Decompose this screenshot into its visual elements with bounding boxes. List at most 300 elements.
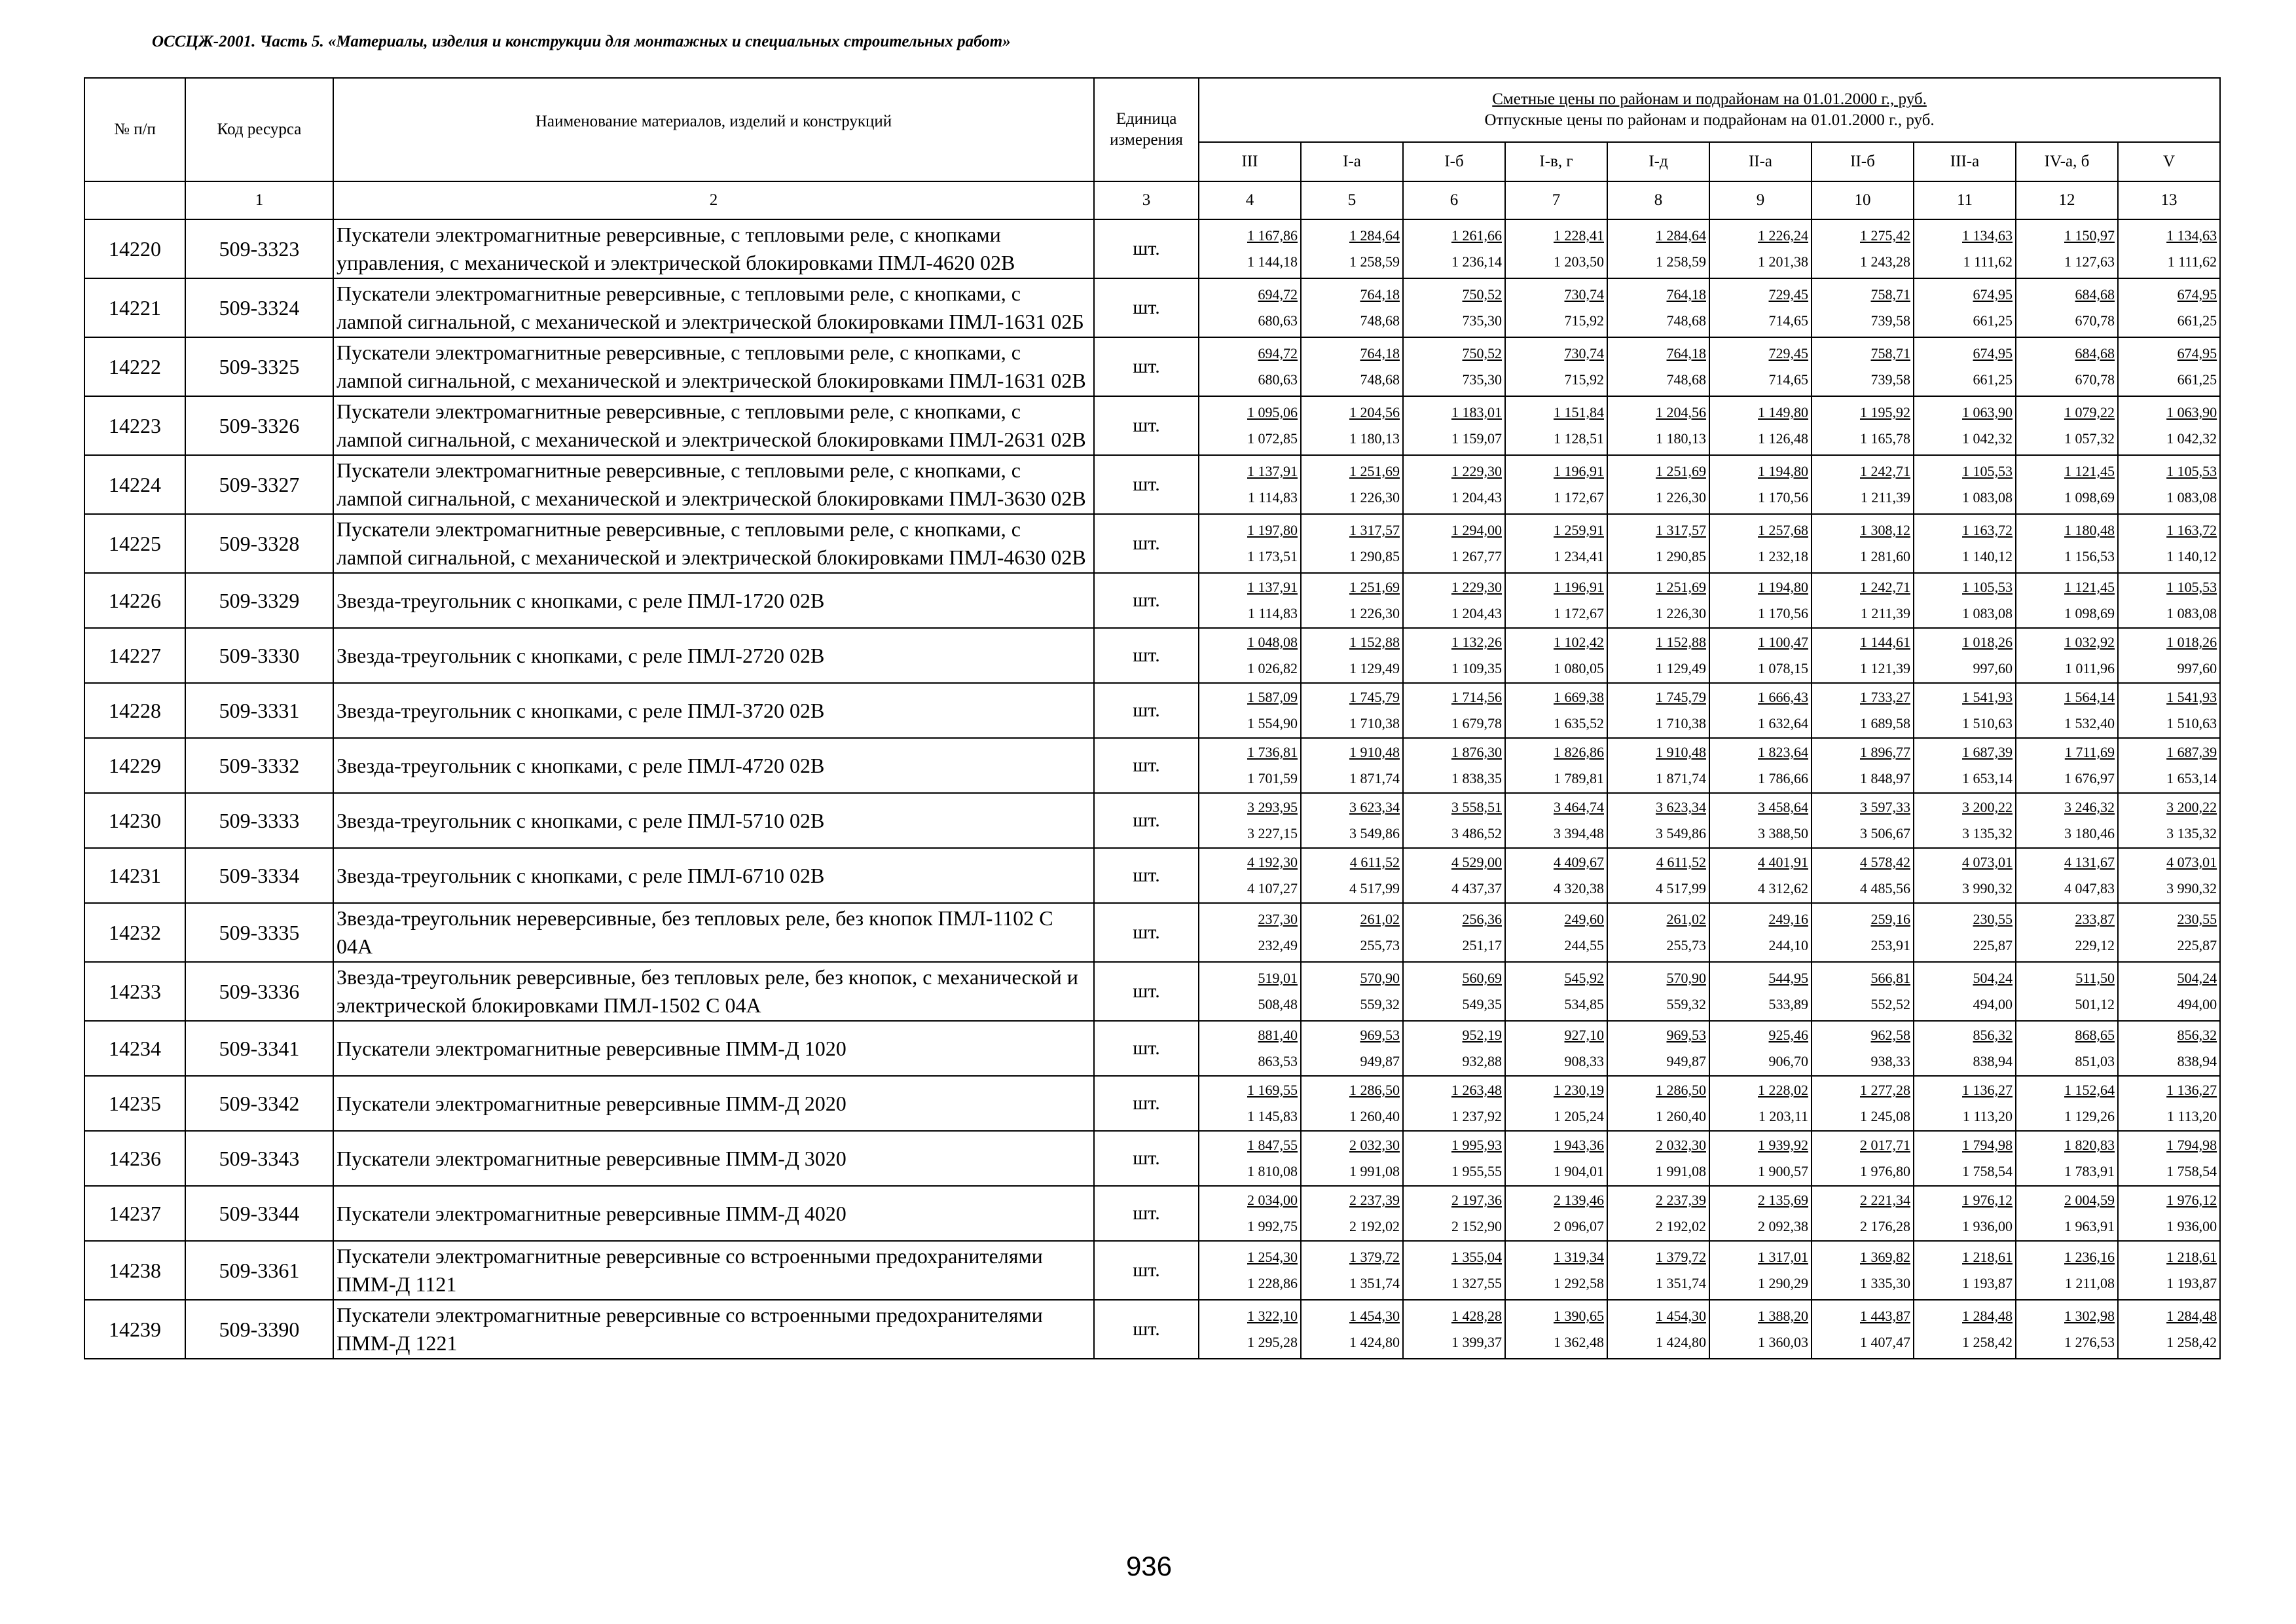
release-price: 1 810,08 <box>1247 1163 1298 1179</box>
price-cell <box>2118 455 2220 514</box>
estimate-price: 1 943,36 <box>1554 1137 1604 1153</box>
material-name: Звезда-треугольник нереверсивные, без тепловых реле, без кнопок ПМЛ-1102 С 04А <box>333 903 1094 962</box>
release-price: 3 506,67 <box>1860 825 1910 841</box>
release-price: 1 172,67 <box>1554 605 1604 621</box>
estimate-price: 856,32 <box>2177 1027 2217 1043</box>
material-name: Звезда-треугольник с кнопками, с реле ПМЛ-5710 02В <box>333 793 1094 848</box>
estimate-price: 925,46 <box>1768 1027 1808 1043</box>
estimate-price: 3 200,22 <box>1962 799 2013 815</box>
estimate-price: 1 876,30 <box>1451 744 1502 760</box>
estimate-price: 694,72 <box>1258 345 1298 361</box>
estimate-price: 1 163,72 <box>2166 522 2217 538</box>
price-cell <box>1199 793 1301 848</box>
row-number: 14228 <box>84 683 185 738</box>
price-cell <box>1812 628 1914 683</box>
release-price: 1 111,62 <box>1963 253 2013 270</box>
release-price: 1 193,87 <box>1962 1275 2013 1291</box>
estimate-price: 1 204,56 <box>1656 404 1706 420</box>
release-price: 1 083,08 <box>2166 605 2217 621</box>
price-cell <box>1914 1021 2016 1076</box>
estimate-price: 1 105,53 <box>1962 579 2013 595</box>
estimate-price: 1 910,48 <box>1349 744 1400 760</box>
estimate-price: 1 390,65 <box>1554 1308 1604 1324</box>
estimate-price: 230,55 <box>2177 911 2217 927</box>
release-price: 908,33 <box>1564 1053 1604 1069</box>
price-cell <box>1199 628 1301 683</box>
resource-code: 509-3341 <box>185 1021 333 1076</box>
release-price: 1 360,03 <box>1758 1334 1808 1350</box>
release-price: 1 145,83 <box>1247 1108 1298 1124</box>
price-cell <box>1199 337 1301 396</box>
resource-code: 509-3390 <box>185 1300 333 1359</box>
price-cell <box>1812 1021 1914 1076</box>
column-number: 5 <box>1301 181 1403 219</box>
release-price: 1 992,75 <box>1247 1218 1298 1234</box>
release-price: 1 710,38 <box>1349 715 1400 731</box>
release-price: 244,55 <box>1564 937 1604 953</box>
estimate-price: 1 151,84 <box>1554 404 1604 420</box>
unit-of-measure: шт. <box>1094 337 1199 396</box>
price-cell <box>1301 628 1403 683</box>
release-price: 1 399,37 <box>1451 1334 1502 1350</box>
release-price: 748,68 <box>1666 312 1706 329</box>
release-price: 1 991,08 <box>1656 1163 1706 1179</box>
price-cell <box>1301 903 1403 962</box>
release-price: 661,25 <box>2177 312 2217 329</box>
release-price: 494,00 <box>1973 996 2013 1012</box>
estimate-price: 2 237,39 <box>1656 1192 1706 1208</box>
column-number: 12 <box>2016 181 2118 219</box>
release-price: 1 203,50 <box>1554 253 1604 270</box>
estimate-price: 2 135,69 <box>1758 1192 1808 1208</box>
estimate-price: 1 428,28 <box>1451 1308 1502 1324</box>
price-cell <box>1812 573 1914 628</box>
resource-code: 509-3335 <box>185 903 333 962</box>
header-no: № п/п <box>84 78 185 181</box>
release-price: 1 170,56 <box>1758 489 1808 506</box>
release-price: 714,65 <box>1768 371 1808 388</box>
estimate-price: 1 152,64 <box>2064 1082 2115 1098</box>
release-price: 1 424,80 <box>1656 1334 1706 1350</box>
estimate-price: 237,30 <box>1258 911 1298 927</box>
material-name: Пускатели электромагнитные реверсивные ПММ-Д 1020 <box>333 1021 1094 1076</box>
release-price: 1 140,12 <box>1962 548 2013 564</box>
price-cell <box>1505 1131 1607 1186</box>
estimate-price: 1 355,04 <box>1451 1249 1502 1265</box>
unit-of-measure: шт. <box>1094 278 1199 337</box>
estimate-price: 1 302,98 <box>2064 1308 2115 1324</box>
release-price: 1 632,64 <box>1758 715 1808 731</box>
estimate-price: 1 137,91 <box>1247 579 1298 595</box>
row-number: 14220 <box>84 219 185 278</box>
estimate-price: 1 229,30 <box>1451 579 1502 595</box>
price-cell <box>1301 573 1403 628</box>
release-price: 3 990,32 <box>2166 880 2217 896</box>
estimate-price: 684,68 <box>2075 286 2115 303</box>
release-price: 1 129,49 <box>1656 660 1706 676</box>
release-price: 3 990,32 <box>1962 880 2013 896</box>
estimate-price: 1 196,91 <box>1554 579 1604 595</box>
resource-code: 509-3342 <box>185 1076 333 1131</box>
material-name: Пускатели электромагнитные реверсивные ПММ-Д 4020 <box>333 1186 1094 1241</box>
resource-code: 509-3324 <box>185 278 333 337</box>
release-price: 2 192,02 <box>1656 1218 1706 1234</box>
row-number: 14224 <box>84 455 185 514</box>
estimate-price: 4 073,01 <box>2166 854 2217 870</box>
release-price: 1 180,13 <box>1656 430 1706 447</box>
release-price: 1 109,35 <box>1451 660 1502 676</box>
price-cell <box>1403 455 1505 514</box>
release-price: 1 243,28 <box>1860 253 1910 270</box>
price-cell <box>1403 903 1505 962</box>
estimate-price: 1 149,80 <box>1758 404 1808 420</box>
estimate-price: 1 820,83 <box>2064 1137 2115 1153</box>
unit-of-measure: шт. <box>1094 1131 1199 1186</box>
price-cell <box>1812 219 1914 278</box>
resource-code: 509-3327 <box>185 455 333 514</box>
price-cell <box>2016 455 2118 514</box>
price-cell <box>2118 337 2220 396</box>
estimate-price: 259,16 <box>1870 911 1910 927</box>
release-price: 906,70 <box>1768 1053 1808 1069</box>
release-price: 748,68 <box>1666 371 1706 388</box>
release-price: 4 107,27 <box>1247 880 1298 896</box>
estimate-price: 1 587,09 <box>1247 689 1298 705</box>
release-price: 1 159,07 <box>1451 430 1502 447</box>
price-cell <box>1709 1241 1812 1300</box>
estimate-price: 1 194,80 <box>1758 463 1808 479</box>
release-price: 1 653,14 <box>2166 770 2217 786</box>
release-price: 739,58 <box>1870 371 1910 388</box>
column-number: 1 <box>185 181 333 219</box>
release-price: 1 963,91 <box>2064 1218 2115 1234</box>
release-price: 670,78 <box>2075 371 2115 388</box>
release-price: 494,00 <box>2177 996 2217 1012</box>
release-price: 1 786,66 <box>1758 770 1808 786</box>
price-cell <box>1301 1131 1403 1186</box>
price-cell <box>1505 1076 1607 1131</box>
estimate-price: 3 464,74 <box>1554 799 1604 815</box>
release-price: 1 510,63 <box>1962 715 2013 731</box>
estimate-price: 1 134,63 <box>1962 227 2013 244</box>
estimate-price: 504,24 <box>1973 970 2013 986</box>
price-cell <box>1914 396 2016 455</box>
release-price: 1 679,78 <box>1451 715 1502 731</box>
release-price: 1 260,40 <box>1656 1108 1706 1124</box>
material-name: Звезда-треугольник с кнопками, с реле ПМЛ-4720 02В <box>333 738 1094 793</box>
estimate-price: 1 317,57 <box>1349 522 1400 538</box>
estimate-price: 1 105,53 <box>2166 463 2217 479</box>
release-price: 2 152,90 <box>1451 1218 1502 1234</box>
release-price: 3 180,46 <box>2064 825 2115 841</box>
estimate-price: 730,74 <box>1564 345 1604 361</box>
estimate-price: 1 136,27 <box>1962 1082 2013 1098</box>
estimate-price: 1 277,28 <box>1860 1082 1910 1098</box>
estimate-price: 1 275,42 <box>1860 227 1910 244</box>
price-cell <box>2118 1186 2220 1241</box>
release-price: 1 205,24 <box>1554 1108 1604 1124</box>
table-row <box>84 962 2220 1021</box>
price-cell <box>1505 1300 1607 1359</box>
estimate-price: 1 228,02 <box>1758 1082 1808 1098</box>
release-price: 851,03 <box>2075 1053 2115 1069</box>
estimate-price: 1 169,55 <box>1247 1082 1298 1098</box>
price-cell <box>1199 848 1301 903</box>
release-price: 1 204,43 <box>1451 489 1502 506</box>
release-price: 715,92 <box>1564 312 1604 329</box>
estimate-price: 1 251,69 <box>1656 463 1706 479</box>
estimate-price: 1 121,45 <box>2064 579 2115 595</box>
price-cell <box>1607 1186 1709 1241</box>
release-price: 1 351,74 <box>1656 1275 1706 1291</box>
price-cell <box>1403 278 1505 337</box>
estimate-price: 1 322,10 <box>1247 1308 1298 1324</box>
price-cell <box>2016 962 2118 1021</box>
material-name: Пускатели электромагнитные реверсивные ПММ-Д 3020 <box>333 1131 1094 1186</box>
row-number: 14230 <box>84 793 185 848</box>
price-cell <box>1199 1241 1301 1300</box>
estimate-price: 1 095,06 <box>1247 404 1298 420</box>
release-price: 1 193,87 <box>2166 1275 2217 1291</box>
price-cell <box>1709 683 1812 738</box>
table-row <box>84 628 2220 683</box>
row-number: 14234 <box>84 1021 185 1076</box>
release-price: 4 517,99 <box>1349 880 1400 896</box>
estimate-price: 544,95 <box>1768 970 1808 986</box>
release-price: 1 848,97 <box>1860 770 1910 786</box>
table-row <box>84 738 2220 793</box>
release-price: 680,63 <box>1258 312 1298 329</box>
release-price: 748,68 <box>1360 371 1400 388</box>
estimate-price: 1 251,69 <box>1656 579 1706 595</box>
estimate-price: 4 131,67 <box>2064 854 2115 870</box>
price-cell <box>1607 738 1709 793</box>
unit-of-measure: шт. <box>1094 793 1199 848</box>
estimate-price: 1 102,42 <box>1554 634 1604 650</box>
resource-code: 509-3329 <box>185 573 333 628</box>
resource-code: 509-3331 <box>185 683 333 738</box>
estimate-price: 1 226,24 <box>1758 227 1808 244</box>
price-cell <box>1403 683 1505 738</box>
price-cell <box>1301 1186 1403 1241</box>
resource-code: 509-3332 <box>185 738 333 793</box>
release-price: 4 517,99 <box>1656 880 1706 896</box>
resource-code: 509-3328 <box>185 514 333 573</box>
price-cell <box>1812 1076 1914 1131</box>
release-price: 1 871,74 <box>1349 770 1400 786</box>
row-number: 14239 <box>84 1300 185 1359</box>
price-cell <box>2016 738 2118 793</box>
estimate-price: 3 623,34 <box>1656 799 1706 815</box>
estimate-price: 1 218,61 <box>1962 1249 2013 1265</box>
release-price: 1 011,96 <box>2064 660 2115 676</box>
estimate-price: 1 733,27 <box>1860 689 1910 705</box>
release-price: 1 234,41 <box>1554 548 1604 564</box>
price-cell <box>1812 396 1914 455</box>
resource-code: 509-3323 <box>185 219 333 278</box>
release-price: 1 789,81 <box>1554 770 1604 786</box>
release-price: 1 156,53 <box>2064 548 2115 564</box>
price-cell <box>1812 514 1914 573</box>
price-cell <box>1914 1300 2016 1359</box>
estimate-price: 1 736,81 <box>1247 744 1298 760</box>
resource-code: 509-3334 <box>185 848 333 903</box>
release-price: 1 936,00 <box>2166 1218 2217 1234</box>
row-number: 14229 <box>84 738 185 793</box>
release-price: 1 226,30 <box>1656 605 1706 621</box>
price-cell <box>1199 1186 1301 1241</box>
row-number: 14236 <box>84 1131 185 1186</box>
material-name: Звезда-треугольник реверсивные, без тепловых реле, без кнопок, с механической и электрической блокировками ПМЛ-1502 С 04А <box>333 962 1094 1021</box>
release-price: 244,10 <box>1768 937 1808 953</box>
row-number: 14238 <box>84 1241 185 1300</box>
district-header: II-б <box>1812 142 1914 181</box>
price-cell <box>1505 396 1607 455</box>
price-cell <box>1914 962 2016 1021</box>
row-number: 14227 <box>84 628 185 683</box>
price-cell <box>1505 962 1607 1021</box>
price-cell <box>1403 848 1505 903</box>
release-price: 559,32 <box>1360 996 1400 1012</box>
header-code: Код ресурса <box>185 78 333 181</box>
estimate-price: 1 745,79 <box>1656 689 1706 705</box>
price-cell <box>1301 1300 1403 1359</box>
price-cell <box>1812 1186 1914 1241</box>
release-price: 1 635,52 <box>1554 715 1604 731</box>
estimate-price: 1 794,98 <box>2166 1137 2217 1153</box>
estimate-price: 1 132,26 <box>1451 634 1502 650</box>
price-cell <box>2118 1241 2220 1300</box>
price-cell <box>1607 628 1709 683</box>
price-cell <box>1914 903 2016 962</box>
estimate-price: 1 687,39 <box>1962 744 2013 760</box>
release-price: 1 327,55 <box>1451 1275 1502 1291</box>
release-price: 232,49 <box>1258 937 1298 953</box>
price-cell <box>1812 793 1914 848</box>
estimate-price: 560,69 <box>1462 970 1502 986</box>
district-header: I-д <box>1607 142 1709 181</box>
estimate-price: 969,53 <box>1360 1027 1400 1043</box>
release-price: 1 701,59 <box>1247 770 1298 786</box>
release-price: 1 335,30 <box>1860 1275 1910 1291</box>
unit-of-measure: шт. <box>1094 573 1199 628</box>
estimate-price: 233,87 <box>2075 911 2115 927</box>
estimate-price: 1 180,48 <box>2064 522 2115 538</box>
release-price: 1 689,58 <box>1860 715 1910 731</box>
price-cell <box>1199 455 1301 514</box>
district-header: V <box>2118 142 2220 181</box>
release-price: 838,94 <box>1973 1053 2013 1069</box>
estimate-price: 1 150,97 <box>2064 227 2115 244</box>
estimate-price: 1 229,30 <box>1451 463 1502 479</box>
price-cell <box>2016 848 2118 903</box>
estimate-price: 1 228,41 <box>1554 227 1604 244</box>
price-cell <box>1709 337 1812 396</box>
estimate-price: 2 237,39 <box>1349 1192 1400 1208</box>
release-price: 1 129,49 <box>1349 660 1400 676</box>
estimate-price: 764,18 <box>1360 345 1400 361</box>
estimate-price: 2 017,71 <box>1860 1137 1910 1153</box>
release-price: 1 290,85 <box>1656 548 1706 564</box>
estimate-price: 1 976,12 <box>1962 1192 2013 1208</box>
price-cell <box>1812 738 1914 793</box>
release-price: 549,35 <box>1462 996 1502 1012</box>
release-price: 1 258,42 <box>1962 1334 2013 1350</box>
price-cell <box>2016 683 2118 738</box>
price-cell <box>1607 903 1709 962</box>
estimate-price: 1 204,56 <box>1349 404 1400 420</box>
estimate-price: 1 183,01 <box>1451 404 1502 420</box>
estimate-price: 1 847,55 <box>1247 1137 1298 1153</box>
estimate-price: 3 200,22 <box>2166 799 2217 815</box>
price-cell <box>2118 514 2220 573</box>
price-cell <box>1709 514 1812 573</box>
column-number: 2 <box>333 181 1094 219</box>
release-price: 1 128,51 <box>1554 430 1604 447</box>
price-cell <box>2118 219 2220 278</box>
release-price: 2 092,38 <box>1758 1218 1808 1234</box>
unit-of-measure: шт. <box>1094 1076 1199 1131</box>
release-price: 838,94 <box>2177 1053 2217 1069</box>
release-price: 1 290,85 <box>1349 548 1400 564</box>
price-cell <box>1709 793 1812 848</box>
price-cell <box>1505 514 1607 573</box>
estimate-price: 1 195,92 <box>1860 404 1910 420</box>
material-name: Пускатели электромагнитные реверсивные, с тепловыми реле, с кнопками, с лампой сигнальной, с механической и электрической блокировками ПМЛ-2631 02В <box>333 396 1094 455</box>
release-price: 1 955,55 <box>1451 1163 1502 1179</box>
price-cell <box>1199 396 1301 455</box>
price-cell <box>2118 793 2220 848</box>
price-cell <box>1403 628 1505 683</box>
release-price: 1 080,05 <box>1554 660 1604 676</box>
release-price: 715,92 <box>1564 371 1604 388</box>
price-cell <box>1199 1300 1301 1359</box>
column-number: 4 <box>1199 181 1301 219</box>
price-cell <box>1607 1076 1709 1131</box>
release-price: 1 226,30 <box>1349 489 1400 506</box>
estimate-price: 1 079,22 <box>2064 404 2115 420</box>
price-cell <box>1812 962 1914 1021</box>
price-cell <box>1403 738 1505 793</box>
estimate-price: 1 284,48 <box>2166 1308 2217 1324</box>
price-cell <box>2016 1300 2118 1359</box>
release-price: 1 172,67 <box>1554 489 1604 506</box>
estimate-price: 1 242,71 <box>1860 579 1910 595</box>
estimate-price: 4 409,67 <box>1554 854 1604 870</box>
estimate-price: 2 139,46 <box>1554 1192 1604 1208</box>
estimate-price: 1 294,00 <box>1451 522 1502 538</box>
price-cell <box>2118 962 2220 1021</box>
release-price: 3 135,32 <box>1962 825 2013 841</box>
release-price: 1 042,32 <box>1962 430 2013 447</box>
price-cell <box>2016 628 2118 683</box>
price-cell <box>1301 1241 1403 1300</box>
estimate-price: 1 745,79 <box>1349 689 1400 705</box>
price-cell <box>1505 455 1607 514</box>
row-number: 14232 <box>84 903 185 962</box>
release-price: 1 532,40 <box>2064 715 2115 731</box>
price-cell <box>1505 1021 1607 1076</box>
estimate-price: 764,18 <box>1666 345 1706 361</box>
estimate-price: 1 284,48 <box>1962 1308 2013 1324</box>
release-price: 1 232,18 <box>1758 548 1808 564</box>
estimate-price: 1 896,77 <box>1860 744 1910 760</box>
estimate-price: 1 443,87 <box>1860 1308 1910 1324</box>
table-row <box>84 337 2220 396</box>
price-cell <box>1812 1131 1914 1186</box>
estimate-price: 1 263,48 <box>1451 1082 1502 1098</box>
estimate-price: 2 032,30 <box>1349 1137 1400 1153</box>
